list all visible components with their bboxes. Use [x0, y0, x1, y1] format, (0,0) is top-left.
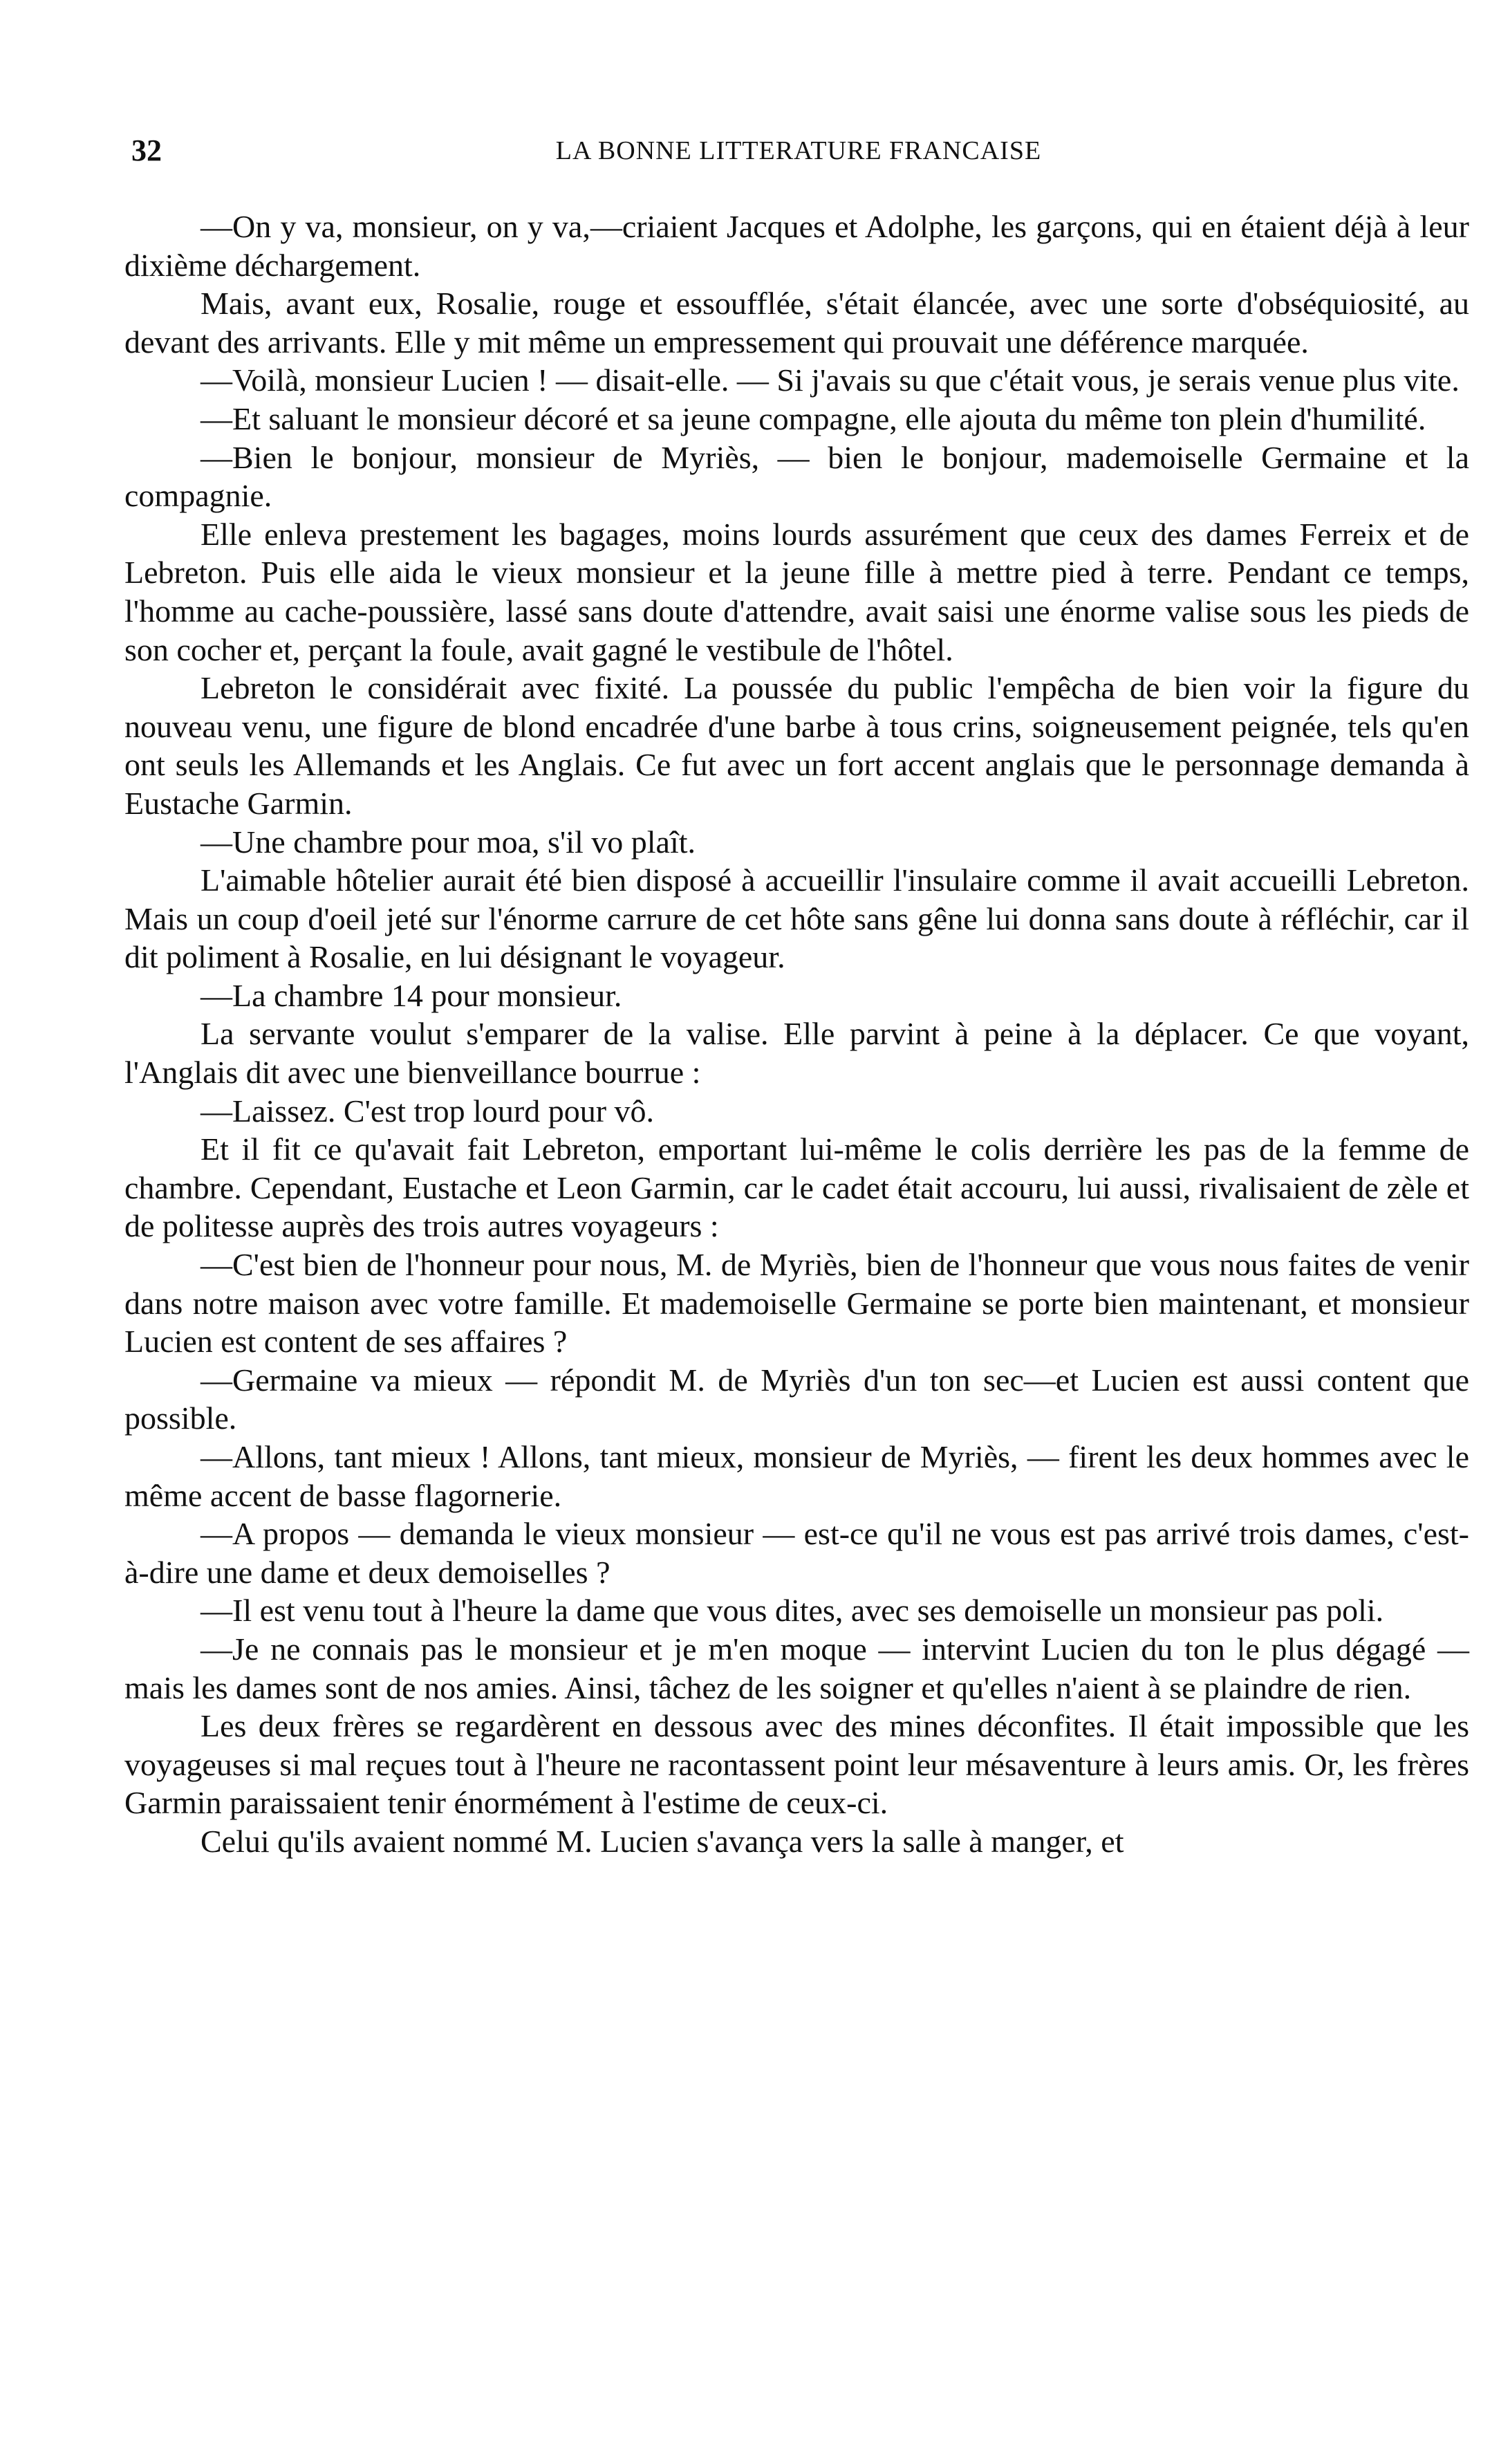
paragraph: Les deux frères se regardèrent en dessous avec des mines déconfites. Il était impossible que les voyageuses si mal reçues tout à l'heure ne racontassent point leur mésaventure à leurs amis. Or, les frères Garmin paraissaient tenir énormément à l'estime de ceux-ci.	[124, 1708, 1469, 1821]
paragraph: —A propos — demanda le vieux monsieur — est-ce qu'il ne vous est pas arrivé trois dames, c'est-à-dire une dame et deux demoiselles ?	[124, 1516, 1469, 1590]
paragraph: —Voilà, monsieur Lucien ! — disait-elle. — Si j'avais su que c'était vous, je serais venue plus vite.	[201, 362, 1460, 398]
paragraph: La servante voulut s'emparer de la valise. Elle parvint à peine à la déplacer. Ce que voyant, l'Anglais dit avec une bienveillance bourrue :	[124, 1016, 1469, 1091]
running-title: LA BONNE LITTERATURE FRANCAISE	[555, 136, 1042, 165]
paragraph: Elle enleva prestement les bagages, moins lourds assurément que ceux des dames Ferreix et de Lebreton. Puis elle aida le vieux monsieur et la jeune fille à mettre pied à terre. Pendant ce temps, l'homme au cache-poussière, lassé sans doute d'attendre, avait saisi une énorme valise sous les pieds de son cocher et, perçant la foule, avait gagné le vestibule de l'hôtel.	[124, 516, 1469, 667]
paragraph: —Allons, tant mieux ! Allons, tant mieux, monsieur de Myriès, — firent les deux hommes avec le même accent de basse flagornerie.	[124, 1439, 1469, 1513]
paragraph: —Une chambre pour moa, s'il vo plaît.	[201, 824, 696, 860]
paragraph: Celui qu'ils avaient nommé M. Lucien s'avança vers la salle à manger, et	[201, 1823, 1124, 1859]
paragraph: —Il est venu tout à l'heure la dame que vous dites, avec ses demoiselle un monsieur pas poli.	[201, 1593, 1384, 1629]
paragraph: —Et saluant le monsieur décoré et sa jeune compagne, elle ajouta du même ton plein d'humilité.	[201, 400, 1426, 436]
body-text	[124, 207, 1469, 1861]
paragraph: —Je ne connais pas le monsieur et je m'en moque — intervint Lucien du ton le plus dégagé — mais les dames sont de nos amies. Ainsi, tâchez de les soigner et qu'elles n'aient à se plaindre de rien.	[124, 1631, 1469, 1705]
paragraph: —Bien le bonjour, monsieur de Myriès, — bien le bonjour, mademoiselle Germaine et la compagnie.	[124, 439, 1469, 514]
paragraph: L'aimable hôtelier aurait été bien disposé à accueillir l'insulaire comme il avait accueilli Lebreton. Mais un coup d'oeil jeté sur l'énorme carrure de cet hôte sans gêne lui donna sans doute à réfléchir, car il dit poliment à Rosalie, en lui désignant le voyageur.	[124, 862, 1469, 975]
paragraph: —C'est bien de l'honneur pour nous, M. de Myriès, bien de l'honneur que vous nous faites de venir dans notre maison avec votre famille. Et mademoiselle Germaine se porte bien maintenant, et monsieur Lucien est content de ses affaires ?	[124, 1247, 1469, 1360]
page-header	[131, 133, 1466, 174]
paragraph: Lebreton le considérait avec fixité. La poussée du public l'empêcha de bien voir la figure du nouveau venu, une figure de blond encadrée d'une barbe à tous crins, soigneusement peignée, tels qu'en ont seuls les Allemands et les Anglais. Ce fut avec un fort accent anglais que le personnage demanda à Eustache Garmin.	[124, 670, 1469, 821]
paragraph: —Germaine va mieux — répondit M. de Myriès d'un ton sec—et Lucien est aussi content que possible.	[124, 1362, 1469, 1436]
paragraph: Et il fit ce qu'avait fait Lebreton, emportant lui-même le colis derrière les pas de la femme de chambre. Cependant, Eustache et Leon Garmin, car le cadet était accouru, lui aussi, rivalisaient de zèle et de politesse auprès des trois autres voyageurs :	[124, 1131, 1469, 1244]
paragraph: —Laissez. C'est trop lourd pour vô.	[201, 1093, 655, 1129]
paragraph: —On y va, monsieur, on y va,—criaient Jacques et Adolphe, les garçons, qui en étaient déjà à leur dixième déchargement.	[124, 209, 1469, 283]
paragraph: —La chambre 14 pour monsieur.	[201, 977, 622, 1013]
paragraph: Mais, avant eux, Rosalie, rouge et essoufflée, s'était élancée, avec une sorte d'obséquiosité, au devant des arrivants. Elle y mit même un empressement qui prouvait une déférence marquée.	[124, 286, 1469, 360]
page-number: 32	[131, 133, 162, 167]
